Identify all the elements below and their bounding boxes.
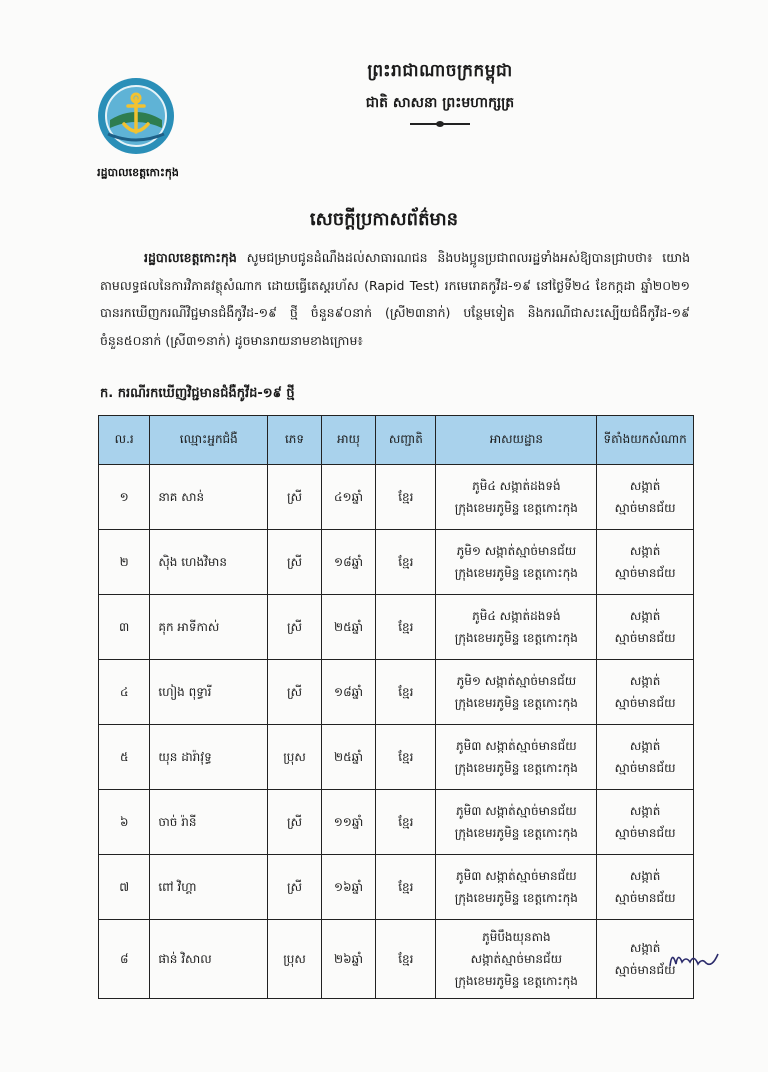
location-line: ស្មាច់មានជ័យ bbox=[614, 566, 676, 580]
cell-sex: ប្រុស bbox=[268, 920, 322, 999]
location-line: ស្មាច់មានជ័យ bbox=[614, 761, 676, 775]
section-heading: ក. ករណីរកឃើញវិជ្ជមានជំងឺកូវីដ-១៩ ថ្មី bbox=[100, 386, 295, 401]
header-kingdom: ព្រះរាជាណាចក្រកម្ពុជា bbox=[367, 61, 513, 81]
location-line: ស្មាច់មានជ័យ bbox=[614, 501, 676, 515]
cell-name: ពៅ វិហ្គា bbox=[150, 855, 268, 920]
location-line: សង្កាត់ bbox=[629, 869, 661, 883]
address-line: ភូមិបឹងយុនតាង bbox=[482, 930, 551, 944]
intro-body: សូមជម្រាបជូនដំណឹងដល់សាធារណជន និងបងប្អូនប្រជាពលរដ្ឋទាំងអស់ឱ្យបានជ្រាបថា៖ យោងតាមលទ្ធផលនៃការវិភាគវត្ថុសំណាក ដោយធ្វើតេស្តរហ័ស (Rapid Test) រកមេរោគកូវីដ-១៩ នៅថ្ងៃទី២៤ ខែកក្កដា ឆ្នាំ២០២១ បានរកឃើញករណីវិជ្ជមានជំងឺកូវីដ-១៩ ថ្មី ចំនួន៩០នាក់ (ស្រី២៣នាក់) បន្ថែមទៀត និងករណីជាសះស្បើយជំងឺកូវីដ-១៩ ចំនួន៥០នាក់ (ស្រី៣១នាក់) ដូចមានរាយនាមខាងក្រោម៖ bbox=[100, 250, 690, 348]
cell-sample-location bbox=[597, 595, 694, 660]
location-line: ស្មាច់មានជ័យ bbox=[614, 963, 676, 977]
cell-age: ១៨ឆ្នាំ bbox=[321, 530, 375, 595]
page-title: សេចក្តីប្រកាសព័ត៌មាន bbox=[309, 209, 459, 230]
cell-no: ៨ bbox=[99, 920, 150, 999]
signature-icon bbox=[664, 944, 724, 974]
seal-caption: រដ្ឋបាលខេត្តកោះកុង bbox=[97, 166, 179, 179]
cell-sex: ស្រី bbox=[268, 855, 322, 920]
table-row bbox=[99, 595, 694, 660]
cell-age: ២៦ឆ្នាំ bbox=[321, 920, 375, 999]
location-line: សង្កាត់ bbox=[629, 739, 661, 753]
location-line: សង្កាត់ bbox=[629, 804, 661, 818]
cell-name: គុក អាទីកាស់ bbox=[150, 595, 268, 660]
cell-age: ២៥ឆ្នាំ bbox=[321, 595, 375, 660]
cell-address bbox=[436, 790, 597, 855]
address-line: ក្រុងខេមរភូមិន្ទ ខេត្តកោះកុង bbox=[454, 974, 578, 988]
cell-no: ៥ bbox=[99, 725, 150, 790]
cell-no: ៣ bbox=[99, 595, 150, 660]
address-line: ក្រុងខេមរភូមិន្ទ ខេត្តកោះកុង bbox=[454, 566, 578, 580]
address-line: ភូមិ៣ សង្កាត់ស្មាច់មានជ័យ bbox=[456, 804, 577, 818]
cell-nationality: ខ្មែរ bbox=[376, 920, 436, 999]
cell-age: ១៨ឆ្នាំ bbox=[321, 660, 375, 725]
table-row bbox=[99, 530, 694, 595]
cell-name: ស៊ិង ហេងវិមាន bbox=[150, 530, 268, 595]
cell-no: ៧ bbox=[99, 855, 150, 920]
cell-address bbox=[436, 725, 597, 790]
table-row bbox=[99, 465, 694, 530]
table-row bbox=[99, 790, 694, 855]
cell-sample-location bbox=[597, 660, 694, 725]
cell-no: ១ bbox=[99, 465, 150, 530]
address-line: សង្កាត់ស្មាច់មានជ័យ bbox=[470, 952, 563, 966]
cell-address bbox=[436, 855, 597, 920]
cell-name: ចាច់ រ៉ានី bbox=[150, 790, 268, 855]
cell-sex: ស្រី bbox=[268, 790, 322, 855]
cell-sample-location bbox=[597, 855, 694, 920]
address-line: ភូមិ១ សង្កាត់ស្មាច់មានជ័យ bbox=[456, 674, 577, 688]
address-line: ភូមិ៣ សង្កាត់ស្មាច់មានជ័យ bbox=[456, 739, 577, 753]
intro-paragraph bbox=[100, 244, 690, 354]
cell-age: ៤១ឆ្នាំ bbox=[321, 465, 375, 530]
intro-lead: រដ្ឋបាលខេត្តកោះកុង bbox=[144, 250, 237, 265]
cell-nationality: ខ្មែរ bbox=[376, 530, 436, 595]
location-line: សង្កាត់ bbox=[629, 941, 661, 955]
col-header-no: ល.រ bbox=[99, 416, 150, 465]
col-header-sex: ភេទ bbox=[268, 416, 322, 465]
cell-nationality: ខ្មែរ bbox=[376, 595, 436, 660]
address-line: ក្រុងខេមរភូមិន្ទ ខេត្តកោះកុង bbox=[454, 501, 578, 515]
cell-name: ផាន់ វិសាល bbox=[150, 920, 268, 999]
cell-name: នាគ សាន់ bbox=[150, 465, 268, 530]
col-header-name: ឈ្មោះអ្នកជំងឺ bbox=[150, 416, 268, 465]
cell-nationality: ខ្មែរ bbox=[376, 790, 436, 855]
cell-nationality: ខ្មែរ bbox=[376, 660, 436, 725]
cell-no: ២ bbox=[99, 530, 150, 595]
cell-address bbox=[436, 595, 597, 660]
table-row bbox=[99, 855, 694, 920]
col-header-nationality: សញ្ជាតិ bbox=[376, 416, 436, 465]
province-seal-icon bbox=[96, 76, 176, 156]
kingdom-header bbox=[280, 60, 600, 126]
address-line: ក្រុងខេមរភូមិន្ទ ខេត្តកោះកុង bbox=[454, 761, 578, 775]
cell-sex: ស្រី bbox=[268, 530, 322, 595]
cell-sex: ស្រី bbox=[268, 660, 322, 725]
col-header-sample-location: ទីតាំងយកសំណាក bbox=[597, 416, 694, 465]
table-row bbox=[99, 660, 694, 725]
cell-sex: ស្រី bbox=[268, 465, 322, 530]
address-line: ក្រុងខេមរភូមិន្ទ ខេត្តកោះកុង bbox=[454, 826, 578, 840]
address-line: ក្រុងខេមរភូមិន្ទ ខេត្តកោះកុង bbox=[454, 696, 578, 710]
location-line: សង្កាត់ bbox=[629, 479, 661, 493]
cell-sex: ស្រី bbox=[268, 595, 322, 660]
col-header-address: អាសយដ្ឋាន bbox=[436, 416, 597, 465]
address-line: ភូមិ៤ សង្កាត់ដងទង់ bbox=[472, 479, 561, 493]
location-line: ស្មាច់មានជ័យ bbox=[614, 696, 676, 710]
location-line: សង្កាត់ bbox=[629, 544, 661, 558]
cell-address bbox=[436, 660, 597, 725]
header-ornament-icon bbox=[410, 122, 470, 126]
cell-no: ៦ bbox=[99, 790, 150, 855]
cell-address bbox=[436, 530, 597, 595]
cell-no: ៤ bbox=[99, 660, 150, 725]
table-row bbox=[99, 920, 694, 999]
cases-table bbox=[98, 415, 694, 999]
cell-nationality: ខ្មែរ bbox=[376, 465, 436, 530]
cell-nationality: ខ្មែរ bbox=[376, 725, 436, 790]
cell-sample-location bbox=[597, 530, 694, 595]
cell-nationality: ខ្មែរ bbox=[376, 855, 436, 920]
cell-address bbox=[436, 465, 597, 530]
cell-sex: ប្រុស bbox=[268, 725, 322, 790]
cell-age: ២៥ឆ្នាំ bbox=[321, 725, 375, 790]
cell-age: ១១ឆ្នាំ bbox=[321, 790, 375, 855]
location-line: ស្មាច់មានជ័យ bbox=[614, 826, 676, 840]
header-motto: ជាតិ សាសនា ព្រះមហាក្សត្រ bbox=[365, 95, 515, 111]
location-line: សង្កាត់ bbox=[629, 609, 661, 623]
address-line: ក្រុងខេមរភូមិន្ទ ខេត្តកោះកុង bbox=[454, 631, 578, 645]
address-line: ភូមិ១ សង្កាត់ស្មាច់មានជ័យ bbox=[456, 544, 577, 558]
cell-sample-location bbox=[597, 465, 694, 530]
location-line: ស្មាច់មានជ័យ bbox=[614, 631, 676, 645]
cell-age: ១៦ឆ្នាំ bbox=[321, 855, 375, 920]
cell-address bbox=[436, 920, 597, 999]
address-line: ក្រុងខេមរភូមិន្ទ ខេត្តកោះកុង bbox=[454, 891, 578, 905]
location-line: ស្មាច់មានជ័យ bbox=[614, 891, 676, 905]
table-header-row bbox=[99, 416, 694, 465]
cell-sample-location bbox=[597, 790, 694, 855]
cell-sample-location bbox=[597, 725, 694, 790]
address-line: ភូមិ៣ សង្កាត់ស្មាច់មានជ័យ bbox=[456, 869, 577, 883]
cell-name: យុន ដារ៉ាវុទ្ធ bbox=[150, 725, 268, 790]
address-line: ភូមិ៤ សង្កាត់ដងទង់ bbox=[472, 609, 561, 623]
cell-name: ហៀង ពុទ្ធារី bbox=[150, 660, 268, 725]
col-header-age: អាយុ bbox=[321, 416, 375, 465]
table-row bbox=[99, 725, 694, 790]
location-line: សង្កាត់ bbox=[629, 674, 661, 688]
